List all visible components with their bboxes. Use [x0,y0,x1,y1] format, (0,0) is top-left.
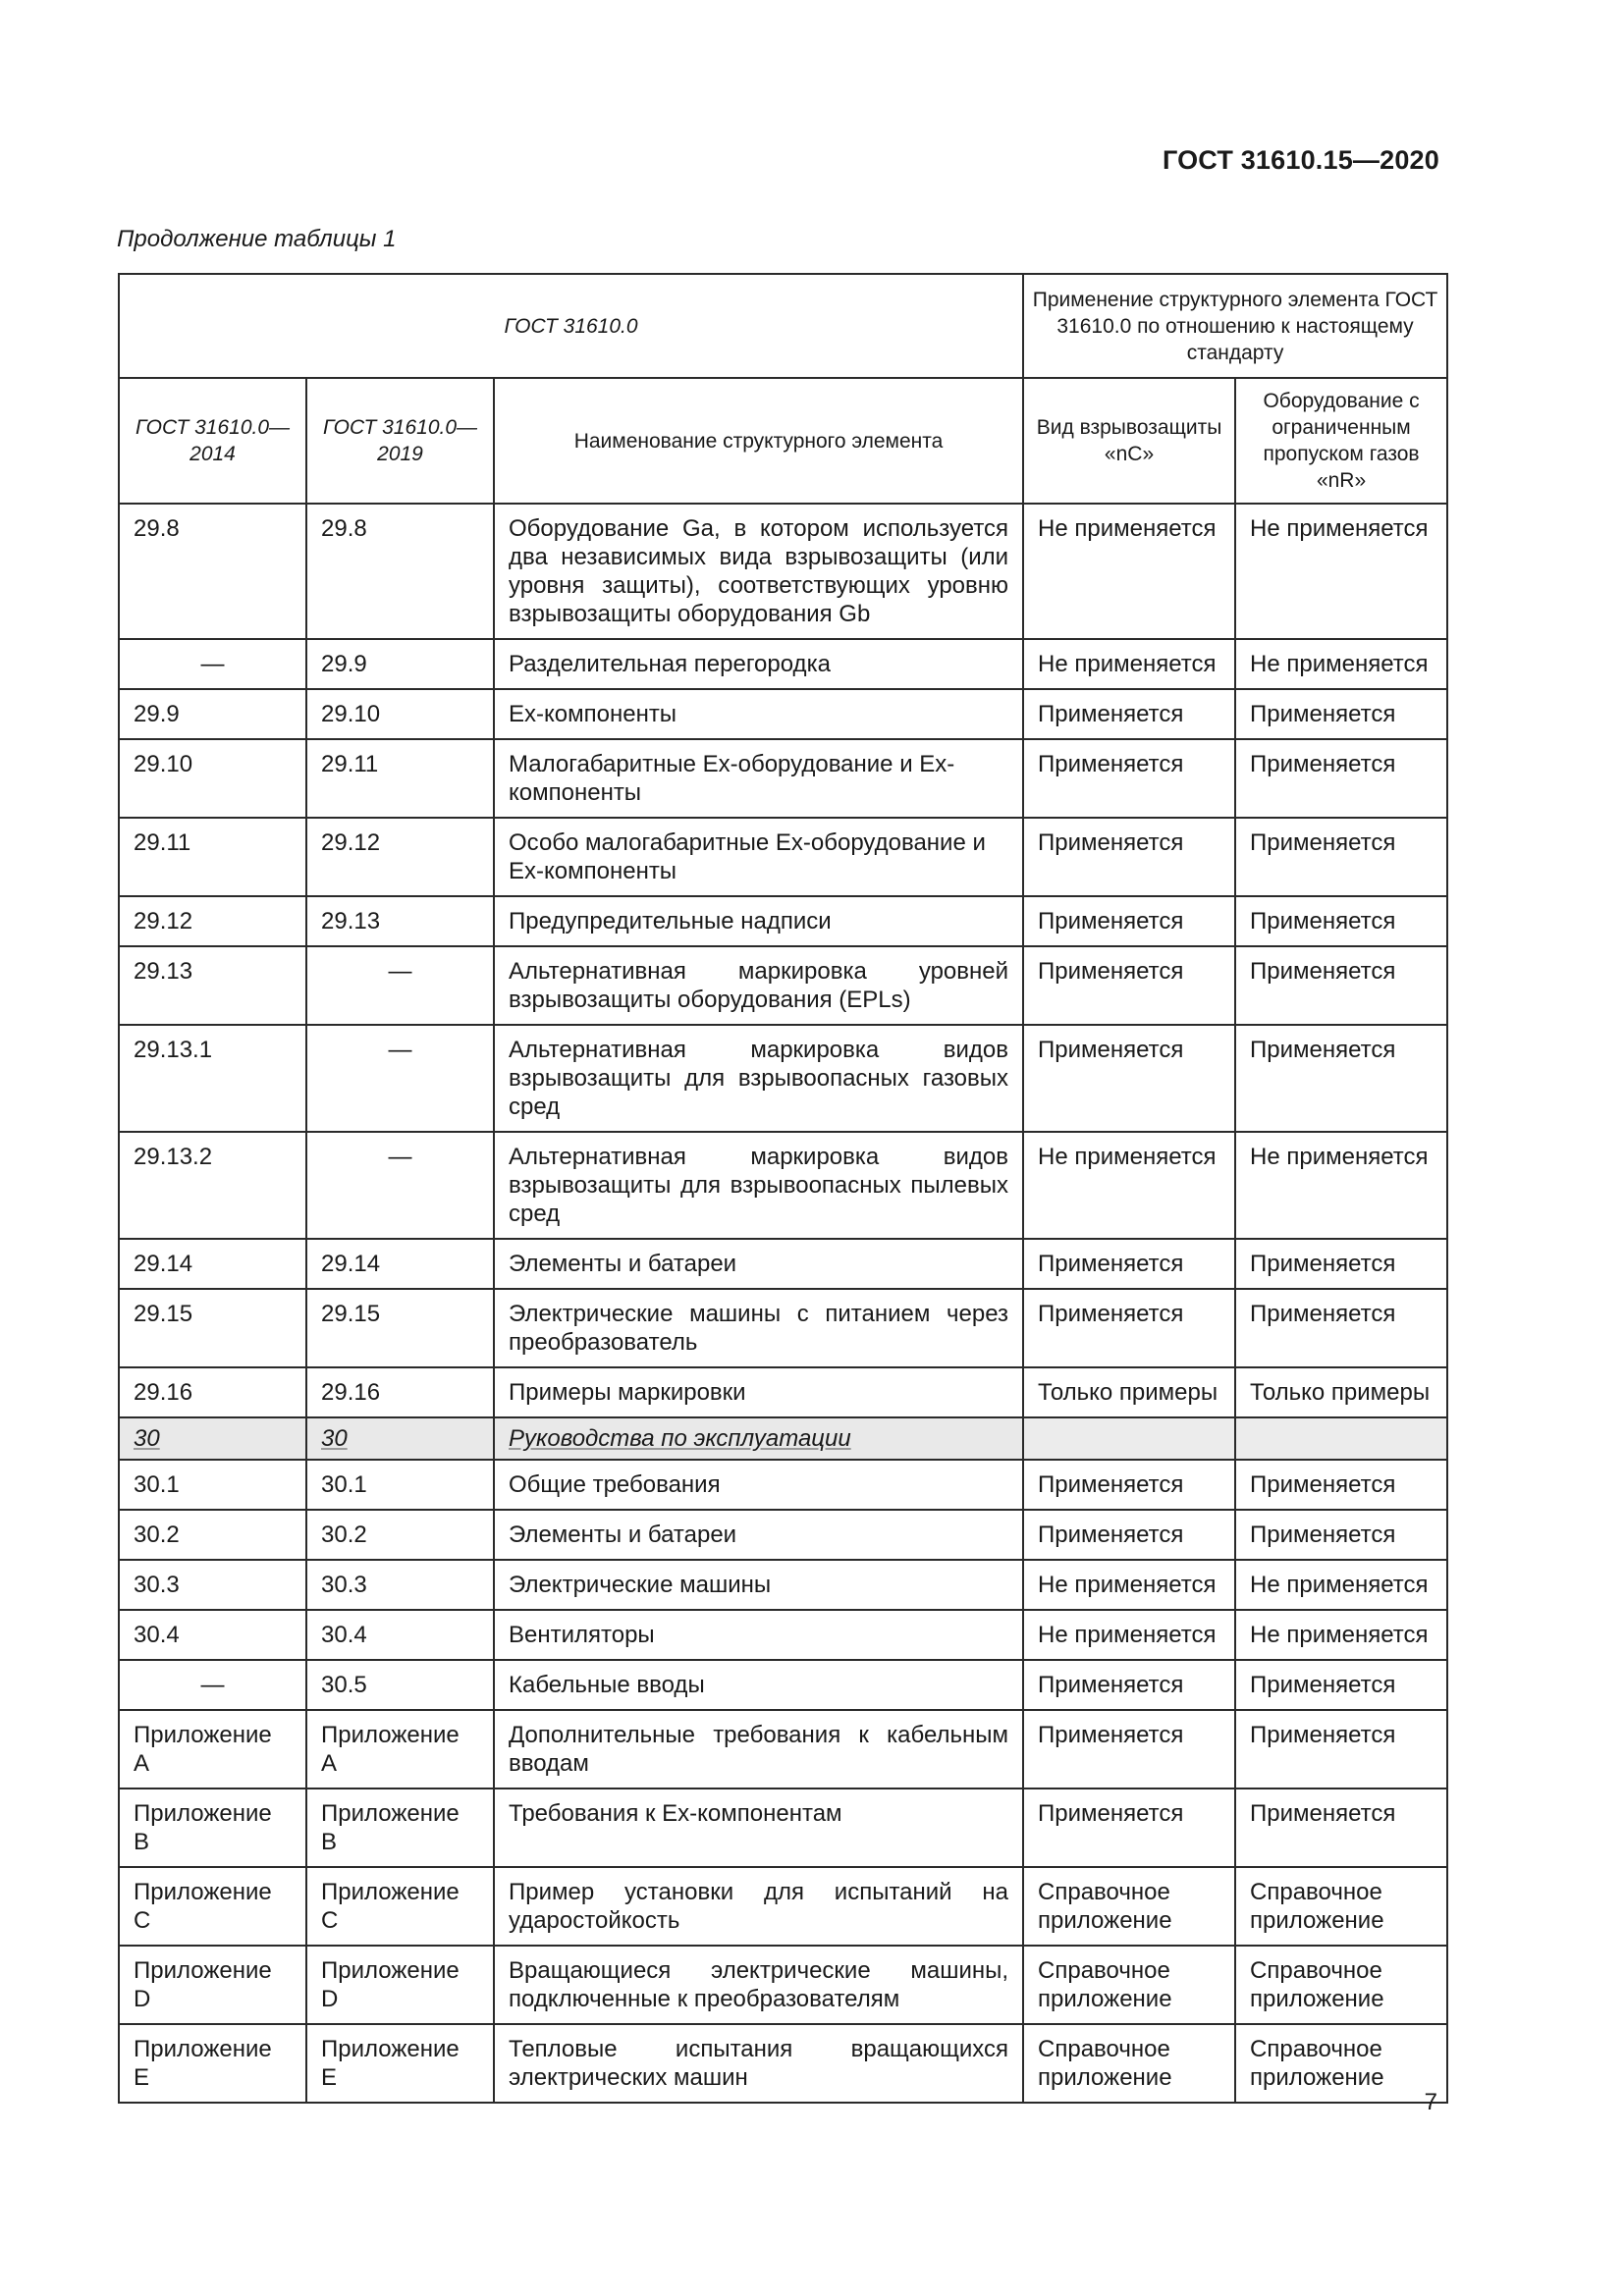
cell-c4: Применяется [1023,946,1235,1025]
table-row [119,1610,1447,1660]
cell-c4: Применяется [1023,739,1235,818]
cell-c2: 30.2 [306,1510,494,1560]
cell-c1: 29.13.1 [119,1025,306,1132]
cell-c4: Применяется [1023,1239,1235,1289]
cell-c5: Не применяется [1235,1132,1447,1239]
cell-c5: Применяется [1235,946,1447,1025]
header-row-group [119,274,1447,378]
cell-c5: Применяется [1235,1289,1447,1367]
cell-c1: 29.12 [119,896,306,946]
cell-c3: Вращающиеся электрические машины, подключенные к преобразователям [494,1946,1023,2024]
header-col-gost-2014: ГОСТ 31610.0—2014 [119,378,306,504]
table-row [119,1789,1447,1867]
cell-c3: Вентиляторы [494,1610,1023,1660]
cell-c3: Тепловые испытания вращающихся электрических машин [494,2024,1023,2103]
cell-c5: Применяется [1235,1660,1447,1710]
cell-c5: Применяется [1235,818,1447,896]
cell-c1: 30.2 [119,1510,306,1560]
cell-c3: Элементы и батареи [494,1510,1023,1560]
page-number: 7 [1424,2089,1437,2115]
cell-c1: Приложение A [119,1710,306,1789]
cell-c2: 29.11 [306,739,494,818]
cell-c1: 30.1 [119,1460,306,1510]
cell-c5: Применяется [1235,689,1447,739]
cell-c4: Справочное приложение [1023,2024,1235,2103]
cell-c1: 29.13 [119,946,306,1025]
table-row [119,1946,1447,2024]
cell-c1: — [119,639,306,689]
cell-c5: Применяется [1235,1789,1447,1867]
cell-c3: Общие требования [494,1460,1023,1510]
cell-c2: 29.16 [306,1367,494,1417]
cell-c5: Только примеры [1235,1367,1447,1417]
cell-c1: 29.16 [119,1367,306,1417]
cell-c4: Применяется [1023,896,1235,946]
cell-c3: Альтернативная маркировка уровней взрывозащиты оборудования (EPLs) [494,946,1023,1025]
cell-c2: — [306,946,494,1025]
cell-c3: Кабельные вводы [494,1660,1023,1710]
header-col-nr: Оборудование с ограниченным пропуском газов «nR» [1235,378,1447,504]
cell-c2: 30.4 [306,1610,494,1660]
cell-c5: Применяется [1235,896,1447,946]
cell-c3: Предупредительные надписи [494,896,1023,946]
cell-c2: 29.15 [306,1289,494,1367]
cell-c3: Особо малогабаритные Ex-оборудование и Ex-компоненты [494,818,1023,896]
table-row [119,504,1447,639]
cell-c5: Не применяется [1235,1610,1447,1660]
table-row [119,1710,1447,1789]
cell-c2: Приложение D [306,1946,494,2024]
cell-c4: Справочное приложение [1023,1946,1235,2024]
cell-c2: Приложение C [306,1867,494,1946]
cell-c5: Применяется [1235,1460,1447,1510]
cell-c5: Не применяется [1235,639,1447,689]
cell-c1: — [119,1660,306,1710]
cell-c1: Приложение E [119,2024,306,2103]
cell-c4: Не применяется [1023,1560,1235,1610]
cell-c3: Элементы и батареи [494,1239,1023,1289]
cell-c3: Альтернативная маркировка видов взрывозащиты для взрывоопасных газовых сред [494,1025,1023,1132]
table-row [119,1460,1447,1510]
cell-c3: Электрические машины с питанием через преобразователь [494,1289,1023,1367]
cell-c3: Электрические машины [494,1560,1023,1610]
cell-c5: Применяется [1235,1025,1447,1132]
cell-c2: 29.12 [306,818,494,896]
cell-c4: Не применяется [1023,1132,1235,1239]
cell-c2: Приложение B [306,1789,494,1867]
cell-c1: 29.13.2 [119,1132,306,1239]
cell-c5: Не применяется [1235,504,1447,639]
cell-c5: Применяется [1235,739,1447,818]
table-row [119,1867,1447,1946]
cell-c5: Применяется [1235,1710,1447,1789]
table-row [119,896,1447,946]
table-row [119,639,1447,689]
header-col-gost-2019: ГОСТ 31610.0—2019 [306,378,494,504]
table-row [119,1417,1447,1460]
comparison-table [118,273,1448,2104]
cell-c4: Справочное приложение [1023,1867,1235,1946]
cell-c5: Справочное приложение [1235,1946,1447,2024]
cell-c1: 29.9 [119,689,306,739]
cell-c2: 30.5 [306,1660,494,1710]
header-row-columns [119,378,1447,504]
table-caption: Продолжение таблицы 1 [117,226,397,252]
cell-c2: 30.3 [306,1560,494,1610]
cell-c1: 30.4 [119,1610,306,1660]
cell-c2: 30 [306,1417,494,1460]
table-row [119,946,1447,1025]
cell-c4: Не применяется [1023,639,1235,689]
table-row [119,1367,1447,1417]
cell-c4: Применяется [1023,1710,1235,1789]
cell-c2: 29.10 [306,689,494,739]
cell-c5 [1235,1417,1447,1460]
cell-c4: Только примеры [1023,1367,1235,1417]
cell-c1: 29.15 [119,1289,306,1367]
cell-c4: Применяется [1023,689,1235,739]
cell-c4: Применяется [1023,818,1235,896]
cell-c2: 29.9 [306,639,494,689]
table-row [119,818,1447,896]
cell-c2: 29.13 [306,896,494,946]
cell-c3: Пример установки для испытаний на ударостойкость [494,1867,1023,1946]
cell-c1: 29.11 [119,818,306,896]
cell-c2: 29.8 [306,504,494,639]
cell-c4: Применяется [1023,1789,1235,1867]
header-gost-group: ГОСТ 31610.0 [119,274,1023,378]
header-application-group: Применение структурного элемента ГОСТ 31610.0 по отношению к настоящему стандарту [1023,274,1447,378]
cell-c1: Приложение B [119,1789,306,1867]
table-row [119,1560,1447,1610]
cell-c3: Примеры маркировки [494,1367,1023,1417]
cell-c3: Требования к Ex-компонентам [494,1789,1023,1867]
header-col-element-name: Наименование структурного элемента [494,378,1023,504]
cell-c2: Приложение E [306,2024,494,2103]
cell-c4: Применяется [1023,1289,1235,1367]
cell-c3: Малогабаритные Ex-оборудование и Ex-компоненты [494,739,1023,818]
cell-c4: Применяется [1023,1460,1235,1510]
table-row [119,2024,1447,2103]
cell-c1: 29.8 [119,504,306,639]
table-row [119,1132,1447,1239]
table-row [119,689,1447,739]
cell-c3: Оборудование Ga, в котором используется два независимых вида взрывозащиты (или уровня защиты), соответствующих уровню взрывозащиты оборудования Gb [494,504,1023,639]
table-row [119,1239,1447,1289]
cell-c2: 30.1 [306,1460,494,1510]
cell-c5: Не применяется [1235,1560,1447,1610]
cell-c3: Альтернативная маркировка видов взрывозащиты для взрывоопасных пылевых сред [494,1132,1023,1239]
header-col-nc: Вид взрывозащиты «nC» [1023,378,1235,504]
cell-c3: Разделительная перегородка [494,639,1023,689]
table-row [119,739,1447,818]
cell-c4: Применяется [1023,1660,1235,1710]
cell-c2: — [306,1025,494,1132]
table-row [119,1510,1447,1560]
cell-c2: Приложение A [306,1710,494,1789]
cell-c4: Применяется [1023,1025,1235,1132]
cell-c1: 29.10 [119,739,306,818]
cell-c2: 29.14 [306,1239,494,1289]
cell-c1: Приложение D [119,1946,306,2024]
table-row [119,1025,1447,1132]
cell-c4: Применяется [1023,1510,1235,1560]
cell-c5: Применяется [1235,1239,1447,1289]
document-code: ГОСТ 31610.15—2020 [1162,145,1439,175]
cell-c5: Справочное приложение [1235,2024,1447,2103]
cell-c3: Дополнительные требования к кабельным вводам [494,1710,1023,1789]
cell-c4: Не применяется [1023,504,1235,639]
table-row [119,1660,1447,1710]
cell-c5: Справочное приложение [1235,1867,1447,1946]
cell-c4 [1023,1417,1235,1460]
cell-c1: Приложение C [119,1867,306,1946]
cell-c5: Применяется [1235,1510,1447,1560]
cell-c1: 30 [119,1417,306,1460]
cell-c1: 30.3 [119,1560,306,1610]
cell-c1: 29.14 [119,1239,306,1289]
cell-c3: Ex-компоненты [494,689,1023,739]
cell-c3: Руководства по эксплуатации [494,1417,1023,1460]
cell-c2: — [306,1132,494,1239]
table-body [119,504,1447,2103]
table-row [119,1289,1447,1367]
cell-c4: Не применяется [1023,1610,1235,1660]
